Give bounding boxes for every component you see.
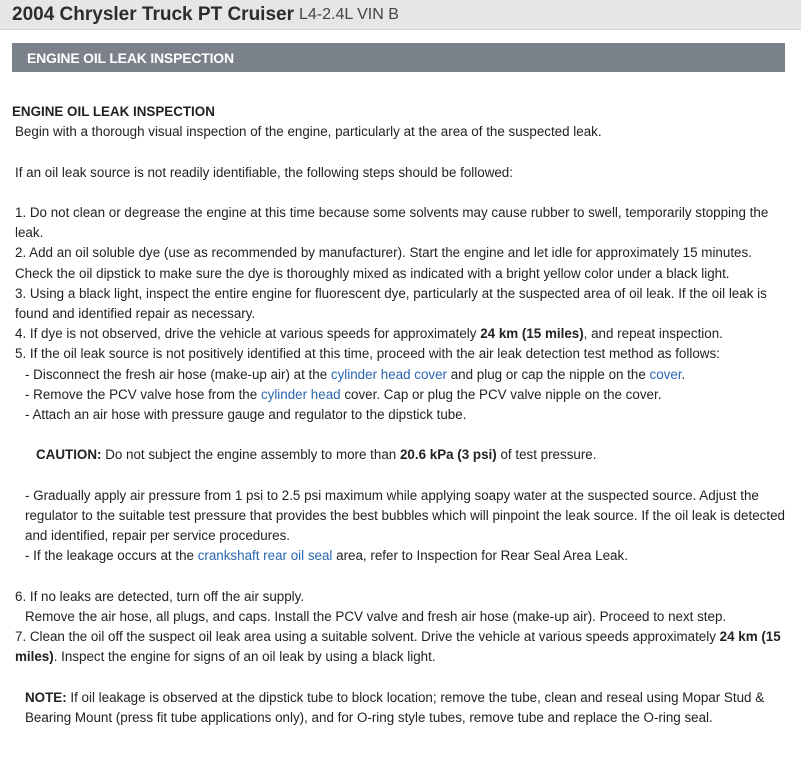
caution-pressure: 20.6 kPa (3 psi) bbox=[399, 447, 497, 463]
sub-step-apply-pressure: - Gradually apply air pressure from 1 psi to 2.5 psi maximum while applying soapy water at the suspected source. Adjust the regulator to the suitable test pressure that provides the best bubbles which will pinpoint the leak source. If the oil leak is detected and identified, repair per service procedures. bbox=[25, 487, 785, 544]
sub-step-remove-pcv: - Remove the PCV valve hose from the cylinder head cover. Cap or plug the PCV valve nipple on the cover. bbox=[25, 386, 662, 402]
cylinder-head-cover-link[interactable]: cylinder head cover bbox=[330, 366, 448, 382]
step-6-continuation: Remove the air hose, all plugs, and caps. Install the PCV valve and fresh air hose (make-up air). Proceed to next step. bbox=[25, 609, 727, 624]
vehicle-title: 2004 Chrysler Truck PT Cruiser bbox=[12, 3, 294, 25]
document-header bbox=[0, 0, 801, 30]
if-not-identifiable-paragraph: If an oil leak source is not readily identifiable, the following steps should be followed: bbox=[15, 164, 513, 180]
step-7: 7. Clean the oil off the suspect oil leak area using a suitable solvent. Drive the vehicle at various speeds approximately 24 km (15 miles). Inspect the engine for signs of an oil leak by using a black light. bbox=[15, 629, 781, 665]
step-3: 3. Using a black light, inspect the entire engine for fluorescent dye, particularly at the suspected area of oil leak. If the oil leak is found and identified repair as necessary. bbox=[15, 285, 767, 321]
note-label: NOTE: bbox=[25, 689, 67, 705]
cover-link[interactable]: cover bbox=[649, 366, 682, 382]
section-title: ENGINE OIL LEAK INSPECTION bbox=[27, 49, 234, 66]
step-7-distance: 24 km (15 miles) bbox=[15, 629, 781, 665]
procedure-content bbox=[12, 102, 787, 728]
step-1: 1. Do not clean or degrease the engine at this time because some solvents may cause rubber to swell, temporarily stopping the leak. bbox=[15, 204, 769, 241]
crankshaft-rear-oil-seal-link[interactable]: crankshaft rear oil seal bbox=[197, 548, 333, 564]
step-2: 2. Add an oil soluble dye (use as recommended by manufacturer). Start the engine and let idle for approximately 15 minutes. Check the oil dipstick to make sure the dye is thoroughly mixed as indicated with a bright yellow color under a black light. bbox=[15, 245, 752, 281]
step-5: 5. If the oil leak source is not positively identified at this time, proceed with the air leak detection test method as follows: bbox=[15, 346, 720, 362]
step-4-distance: 24 km (15 miles) bbox=[480, 326, 584, 342]
sub-step-attach-hose: - Attach an air hose with pressure gauge and regulator to the dipstick tube. bbox=[25, 407, 467, 423]
cylinder-head-link[interactable]: cylinder head bbox=[260, 386, 341, 402]
content-heading: ENGINE OIL LEAK INSPECTION bbox=[12, 104, 215, 119]
caution-paragraph: CAUTION: Do not subject the engine assembly to more than 20.6 kPa (3 psi) of test pressure. bbox=[36, 447, 597, 463]
note-paragraph: NOTE: If oil leakage is observed at the dipstick tube to block location; remove the tube, clean and reseal using Mopar Stud & Bearing Mount (press fit tube applications only), and for O-ring style tubes, remove tube and replace the O-ring seal. bbox=[25, 689, 765, 725]
engine-subtitle: L4-2.4L VIN B bbox=[298, 5, 399, 23]
sub-step-rear-seal: - If the leakage occurs at the crankshaft rear oil seal area, refer to Inspection for Rear Seal Area Leak. bbox=[25, 548, 628, 564]
intro-paragraph: Begin with a thorough visual inspection of the engine, particularly at the area of the suspected leak. bbox=[15, 124, 602, 140]
step-4: 4. If dye is not observed, drive the vehicle at various speeds for approximately 24 km (15 miles), and repeat inspection. bbox=[15, 326, 723, 342]
caution-label: CAUTION: bbox=[36, 447, 102, 463]
sub-step-disconnect: - Disconnect the fresh air hose (make-up air) at the cylinder head cover and plug or cap the nipple on the cover. bbox=[25, 366, 686, 382]
section-header bbox=[12, 43, 785, 72]
step-6: 6. If no leaks are detected, turn off the air supply. bbox=[15, 588, 305, 604]
